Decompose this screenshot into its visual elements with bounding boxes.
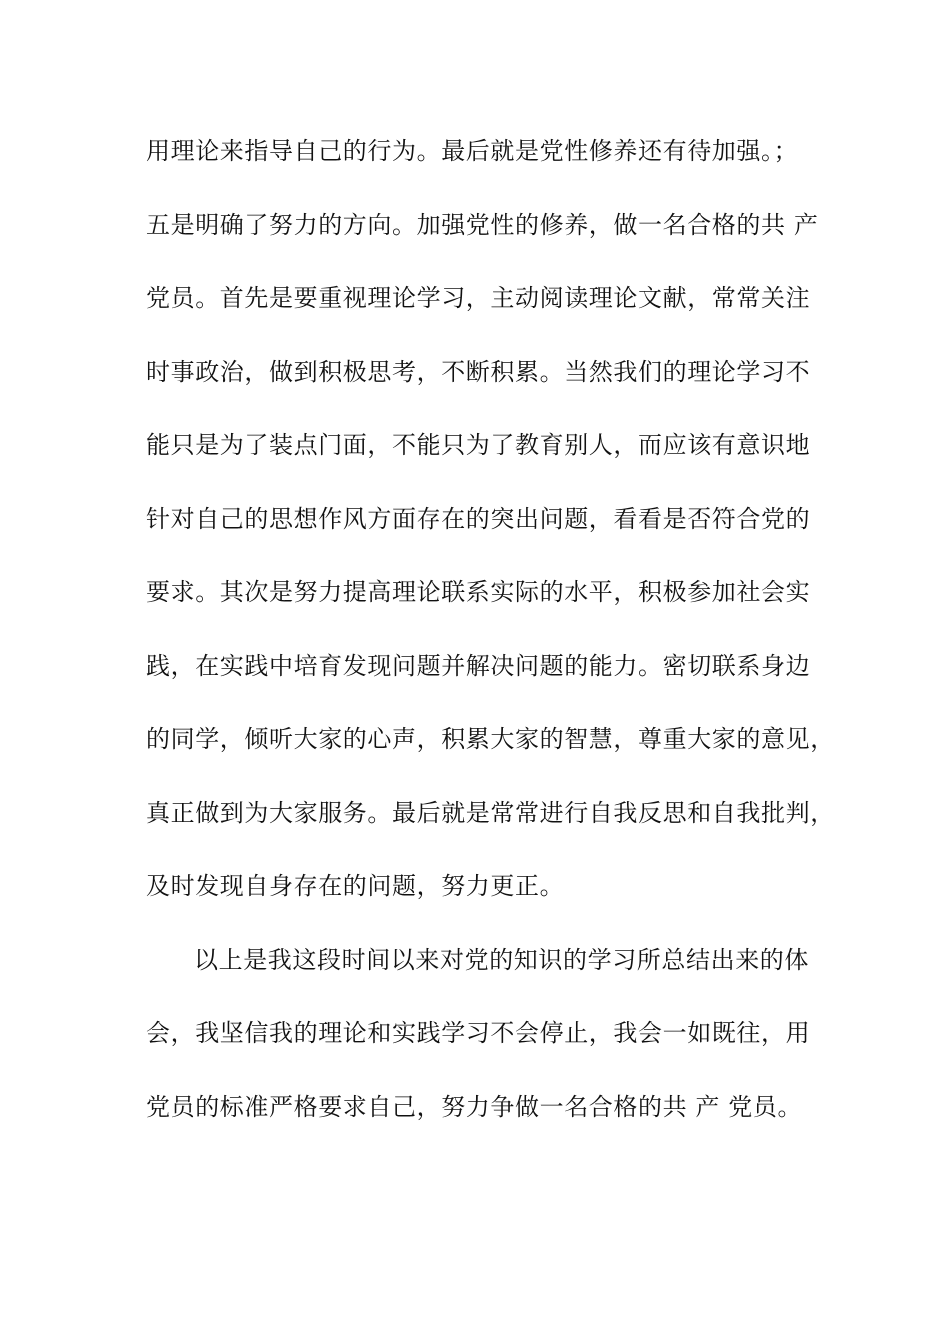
text-line: 践，在实践中培育发现问题并解决问题的能力。密切联系身边 (146, 651, 811, 680)
text-line: 党员的标准严格要求自己，努力争做一名合格的共 产 党员。 (146, 1092, 803, 1121)
text-line: 及时发现自身存在的问题，努力更正。 (146, 872, 565, 900)
text-line: 的同学，倾听大家的心声，积累大家的智慧，尊重大家的意见， (146, 725, 835, 753)
text-line: 党员。首先是要重视理论学习，主动阅读理论文献，常常关注 (146, 284, 811, 312)
text-line: 针对自己的思想作风方面存在的突出问题，看看是否符合党的 (146, 504, 811, 533)
text-line: 用理论来指导自己的行为。最后就是党性修养还有待加强。； (146, 137, 799, 165)
text-line: 时事政治，做到积极思考，不断积累。当然我们的理论学习不 (146, 357, 811, 386)
paragraph-first-line: 以上是我这段时间以来对党的知识的学习所总结出来的体 (194, 945, 809, 974)
text-line: 真正做到为大家服务。最后就是常常进行自我反思和自我批判， (146, 798, 835, 827)
text-line: 会，我坚信我的理论和实践学习不会停止，我会一如既往，用 (146, 1019, 811, 1047)
body-text (146, 125, 836, 1154)
text-line: 五是明确了努力的方向。加强党性的修养，做一名合格的共 产 (146, 210, 819, 239)
text-line: 能只是为了装点门面，不能只为了教育别人，而应该有意识地 (146, 431, 811, 459)
text-line: 要求。其次是努力提高理论联系实际的水平，积极参加社会实 (146, 578, 811, 606)
